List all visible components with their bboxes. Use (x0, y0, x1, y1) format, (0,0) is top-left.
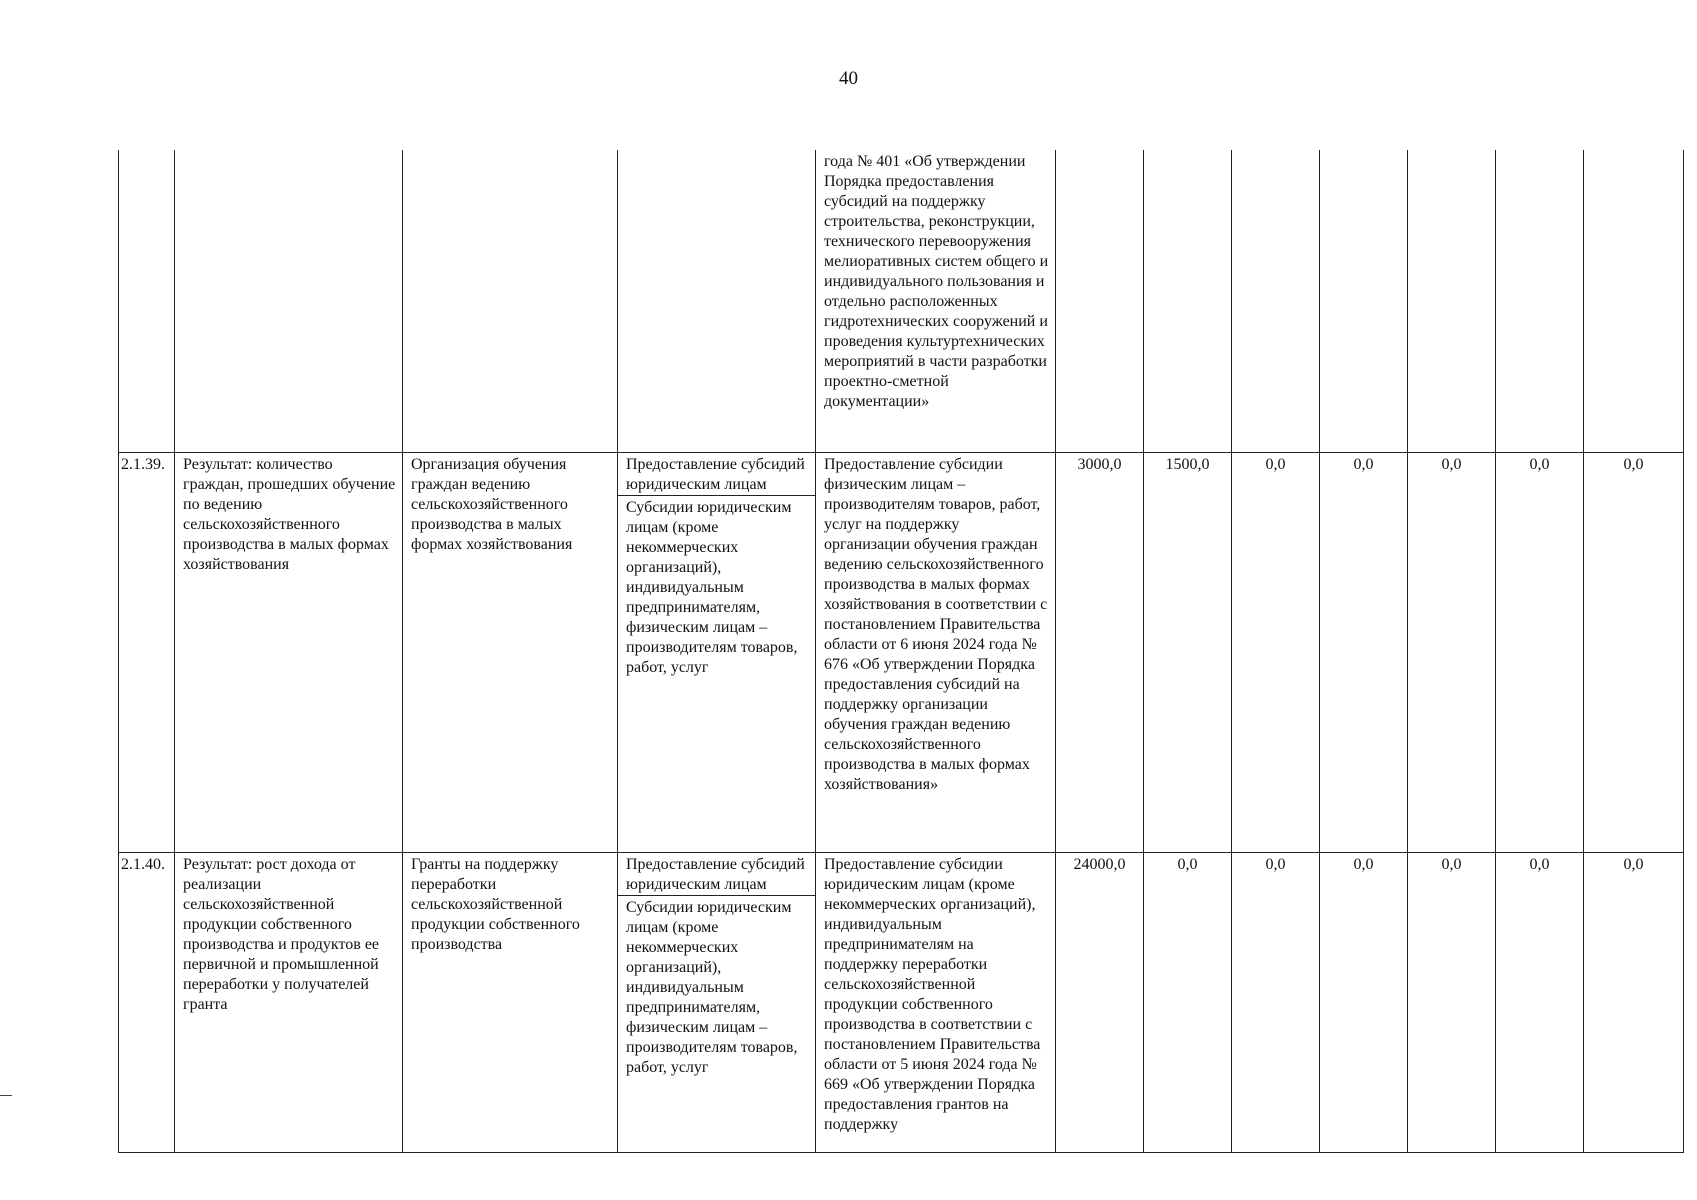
result-cell: Результат: количество граждан, прошедших обучение по ведению сельскохозяйственного производства в малых формах хозяйствования (175, 452, 403, 852)
basis-cell: Предоставление субсидии юридическим лицам (кроме некоммерческих организаций), индивидуальным предпринимателям на поддержку переработки сельскохозяйственной продукции собственного производства в соответствии с постановлением Правительства области от 5 июня 2024 года № 669 «Об утверждении Порядка предоставления грантов на поддержку (816, 852, 1056, 1152)
event-cell (403, 150, 618, 452)
value-cell: 0,0 (1496, 452, 1584, 852)
value-cell (1232, 150, 1320, 452)
direction-sub: Субсидии юридическим лицам (кроме некоммерческих организаций), индивидуальным предпринимателям, физическим лицам – производителям товаров, работ, услуг (626, 498, 798, 676)
value-cell: 1500,0 (1144, 452, 1232, 852)
value-cell: 0,0 (1408, 852, 1496, 1152)
value-cell: 0,0 (1584, 852, 1684, 1152)
value-cell (1584, 150, 1684, 452)
value-cell: 0,0 (1232, 852, 1320, 1152)
direction-main: Предоставление субсидий юридическим лицам (618, 855, 815, 896)
row-id-cell (119, 150, 175, 452)
table-row (119, 852, 1684, 1152)
value-cell: 3000,0 (1056, 452, 1144, 852)
value-cell (1320, 150, 1408, 452)
value-cell: 0,0 (1232, 452, 1320, 852)
value-cell (1408, 150, 1496, 452)
value-cell (1144, 150, 1232, 452)
value-cell: 0,0 (1144, 852, 1232, 1152)
basis-cell: года № 401 «Об утверждении Порядка предоставления субсидий на поддержку строительства, реконструкции, технического перевооружения мелиоративных систем общего и индивидуального пользования и отдельно расположенных гидротехнических сооружений и проведения культуртехнических мероприятий в части разработки проектно-сметной документации» (816, 150, 1056, 452)
table-row (119, 452, 1684, 852)
value-cell: 24000,0 (1056, 852, 1144, 1152)
direction-cell (618, 150, 816, 452)
page-number: 40 (839, 68, 858, 89)
margin-mark (0, 1095, 12, 1096)
table-row (119, 150, 1684, 452)
event-cell: Гранты на поддержку переработки сельскохозяйственной продукции собственного производства (403, 852, 618, 1152)
result-cell: Результат: рост дохода от реализации сельскохозяйственной продукции собственного производства и продуктов ее первичной и промышленной переработки у получателей гранта (175, 852, 403, 1152)
event-cell: Организация обучения граждан ведению сельскохозяйственного производства в малых формах хозяйствования (403, 452, 618, 852)
program-table (118, 150, 1684, 1153)
row-id-cell: 2.1.40. (119, 852, 175, 1152)
direction-cell (618, 852, 816, 1152)
value-cell: 0,0 (1408, 452, 1496, 852)
value-cell: 0,0 (1320, 452, 1408, 852)
row-id-cell: 2.1.39. (119, 452, 175, 852)
result-cell (175, 150, 403, 452)
direction-cell (618, 452, 816, 852)
value-cell (1496, 150, 1584, 452)
basis-cell: Предоставление субсидии физическим лицам – производителям товаров, работ, услуг на поддержку организации обучения граждан ведению сельскохозяйственного производства в малых формах хозяйствования в соответствии с постановлением Правительства области от 6 июня 2024 года № 676 «Об утверждении Порядка предоставления субсидий на поддержку организации обучения граждан ведению сельскохозяйственного производства в малых формах хозяйствования» (816, 452, 1056, 852)
value-cell (1056, 150, 1144, 452)
value-cell: 0,0 (1496, 852, 1584, 1152)
value-cell: 0,0 (1320, 852, 1408, 1152)
direction-main: Предоставление субсидий юридическим лицам (618, 455, 815, 496)
direction-sub: Субсидии юридическим лицам (кроме некоммерческих организаций), индивидуальным предпринимателям, физическим лицам – производителям товаров, работ, услуг (626, 898, 798, 1076)
value-cell: 0,0 (1584, 452, 1684, 852)
